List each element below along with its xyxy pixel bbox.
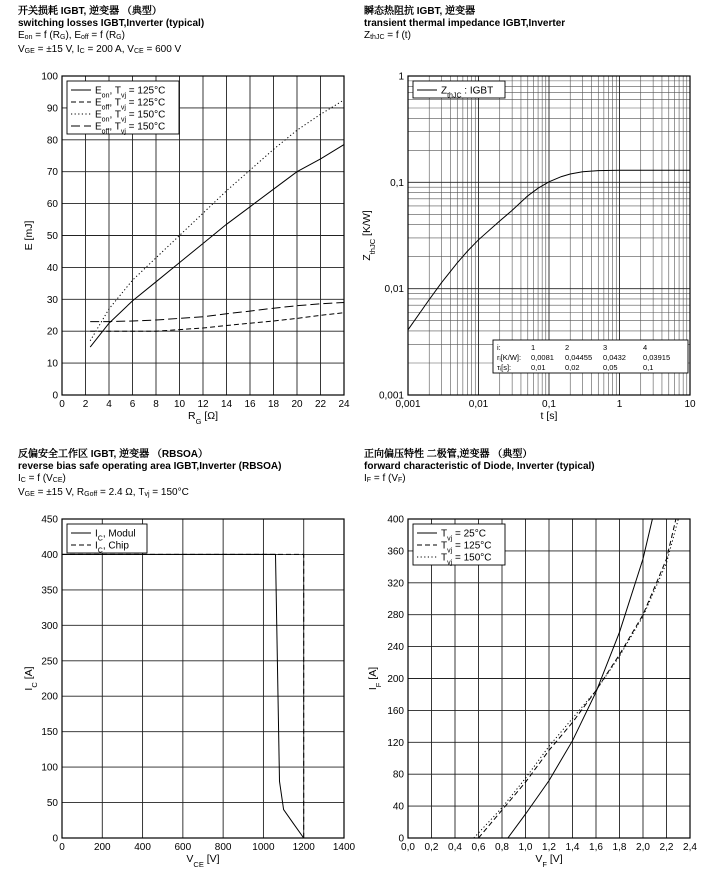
coefficient-cell: i: — [497, 343, 501, 352]
legend-label: $T_{vj} = 25^\circ C$ — [441, 528, 486, 542]
condition-line: IC = f (VCE) — [18, 473, 66, 484]
x-tick-label: 400 — [134, 842, 151, 853]
chart-title-en: forward characteristic of Diode, Inverter (typical) — [364, 461, 595, 472]
coefficient-cell: 0,01 — [531, 363, 546, 372]
x-tick-label: 0,1 — [542, 399, 556, 410]
x-axis-label: $V_{CE}$ [V] — [186, 853, 220, 869]
chart-title-en: transient thermal impedance IGBT,Inverter — [364, 18, 566, 29]
coefficient-cell: rᵢ[K/W]: — [497, 353, 522, 362]
x-tick-label: 0,001 — [395, 399, 421, 410]
y-tick-label: 0,001 — [378, 390, 404, 402]
y-tick-label: 80 — [392, 769, 404, 781]
x-tick-label: 6 — [129, 399, 136, 410]
x-tick-label: 600 — [174, 842, 192, 853]
x-tick-label: 1,6 — [589, 842, 603, 853]
legend-label: $E_{off}$, $T_{vj} = 150^\circ C$ — [95, 121, 166, 135]
x-tick-label: 0,6 — [471, 842, 486, 853]
y-tick-label: 350 — [41, 585, 58, 597]
y-tick-label: 0 — [52, 390, 58, 402]
coefficient-cell: 3 — [603, 343, 608, 352]
legend-label: $E_{on}$, $T_{vj} = 150^\circ C$ — [95, 109, 166, 123]
condition-line: ZthJC = f (t) — [364, 30, 411, 41]
y-tick-label: 30 — [46, 294, 58, 306]
x-tick-label: 4 — [106, 399, 112, 410]
coefficient-cell: 1 — [531, 343, 536, 352]
y-tick-label: 80 — [46, 135, 58, 147]
chart-title-cn: 瞬态热阻抗 IGBT, 逆变器 — [364, 6, 476, 17]
x-tick-label: 2,4 — [683, 842, 697, 853]
y-tick-label: 40 — [392, 801, 404, 813]
y-tick-label: 0,01 — [384, 284, 404, 296]
y-axis-label: E [mJ] — [23, 220, 35, 251]
y-tick-label: 60 — [46, 199, 58, 211]
chart-title-en: reverse bias safe operating area IGBT,Inverter (RBSOA) — [18, 461, 282, 472]
x-tick-label: 1,4 — [565, 842, 580, 853]
y-axis-label: $I_C$ [A] — [23, 666, 39, 691]
chart-title-cn: 开关损耗 IGBT, 逆变器 （典型） — [18, 6, 162, 17]
x-tick-label: 18 — [267, 399, 280, 410]
x-tick-label: 1 — [616, 399, 623, 410]
y-tick-label: 70 — [46, 167, 58, 179]
chart-title-en: switching losses IGBT,Inverter (typical) — [18, 18, 205, 29]
legend-label: $T_{vj} = 150^\circ C$ — [441, 552, 492, 566]
y-axis-label: $Z_{thJC}$ [K/W] — [361, 210, 377, 261]
x-tick-label: 20 — [291, 399, 303, 410]
legend-label: $T_{vj} = 125^\circ C$ — [441, 540, 492, 554]
x-tick-label: 1,8 — [612, 842, 627, 853]
coefficient-cell: 0,05 — [603, 363, 618, 372]
y-tick-label: 120 — [387, 737, 404, 749]
y-tick-label: 50 — [46, 231, 58, 242]
x-axis-label: t [s] — [540, 410, 558, 422]
x-tick-label: 14 — [220, 399, 233, 410]
x-tick-label: 0,4 — [448, 842, 462, 853]
coefficient-cell: 2 — [565, 343, 570, 352]
x-tick-label: 2,2 — [659, 842, 674, 853]
coefficient-cell: 0,0081 — [531, 353, 554, 362]
y-tick-label: 400 — [41, 549, 58, 561]
coefficient-cell: 0,1 — [643, 363, 654, 372]
x-tick-label: 10 — [173, 399, 186, 410]
y-tick-label: 10 — [46, 358, 58, 370]
x-tick-label: 0,8 — [495, 842, 509, 853]
y-tick-label: 360 — [387, 546, 404, 558]
y-tick-label: 0,1 — [390, 177, 404, 189]
x-tick-label: 0,01 — [468, 399, 489, 410]
y-axis-label: $I_F$ [A] — [367, 666, 383, 691]
y-tick-label: 20 — [46, 326, 58, 338]
y-tick-label: 1 — [398, 71, 404, 83]
condition-line: VGE = ±15 V, IC = 200 A, VCE = 600 V — [18, 44, 182, 55]
y-tick-label: 90 — [46, 103, 58, 115]
coefficient-cell: τᵢ[s]: — [497, 363, 512, 372]
y-tick-label: 280 — [387, 610, 404, 622]
y-tick-label: 0 — [398, 833, 404, 845]
x-tick-label: 800 — [214, 842, 232, 853]
x-tick-label: 1,0 — [518, 842, 533, 853]
y-tick-label: 40 — [46, 262, 58, 274]
coefficient-cell: 0,03915 — [643, 353, 671, 362]
x-tick-label: 1200 — [292, 842, 315, 853]
y-tick-label: 100 — [41, 762, 58, 774]
y-tick-label: 450 — [41, 514, 58, 526]
chart-title-cn: 反偏安全工作区 IGBT, 逆变器 （RBSOA） — [18, 449, 209, 460]
y-tick-label: 250 — [41, 656, 58, 668]
grid-lines — [408, 519, 690, 838]
y-tick-label: 50 — [46, 798, 58, 810]
coefficient-cell: 0,04455 — [565, 353, 593, 362]
x-tick-label: 1400 — [332, 842, 356, 853]
x-tick-label: 8 — [153, 399, 159, 410]
coefficient-cell: 4 — [643, 343, 648, 352]
y-tick-label: 0 — [52, 833, 58, 845]
y-tick-label: 160 — [387, 705, 404, 717]
coefficient-cell: 0,0432 — [603, 353, 626, 362]
x-tick-label: 16 — [244, 399, 256, 410]
y-tick-label: 200 — [387, 674, 404, 685]
x-tick-label: 0 — [59, 842, 65, 853]
x-tick-label: 1,2 — [542, 842, 556, 853]
condition-line: VGE = ±15 V, RGoff = 2.4 Ω, Tvj = 150°C — [18, 487, 189, 498]
x-tick-label: 1000 — [252, 842, 275, 853]
y-tick-label: 400 — [387, 514, 404, 526]
condition-line: IF = f (VF) — [364, 473, 406, 484]
y-tick-label: 300 — [41, 620, 58, 632]
legend — [413, 524, 505, 566]
x-tick-label: 22 — [314, 399, 327, 410]
x-tick-label: 0 — [59, 399, 65, 410]
y-tick-label: 200 — [41, 691, 58, 703]
x-tick-label: 200 — [93, 842, 111, 853]
x-tick-label: 12 — [197, 399, 209, 410]
legend-label: $I_C$, Modul — [95, 528, 136, 542]
chart-title-cn: 正向偏压特性 二极管,逆变器 （典型） — [364, 449, 533, 460]
y-tick-label: 100 — [41, 71, 58, 83]
legend-label: $Z_{thJC}$ : IGBT — [441, 85, 494, 99]
x-tick-label: 24 — [338, 399, 350, 410]
x-tick-label: 2 — [82, 399, 89, 410]
coefficient-cell: 0,02 — [565, 363, 580, 372]
x-tick-label: 10 — [684, 399, 696, 410]
legend-label: $E_{off}$, $T_{vj} = 125^\circ C$ — [95, 97, 166, 111]
y-tick-label: 150 — [41, 727, 58, 739]
x-tick-label: 0,2 — [424, 842, 439, 853]
y-tick-label: 240 — [387, 642, 404, 654]
legend-label: $I_C$, Chip — [95, 540, 129, 554]
condition-line: Eon = f (RG), Eoff = f (RG) — [18, 30, 125, 41]
x-tick-label: 0,0 — [401, 842, 415, 853]
x-tick-label: 2,0 — [636, 842, 650, 853]
legend-label: $E_{on}$, $T_{vj} = 125^\circ C$ — [95, 85, 166, 99]
x-axis-label: $V_F$ [V] — [535, 853, 563, 869]
y-tick-label: 320 — [387, 578, 404, 590]
x-axis-label: $R_G$ [Ω] — [187, 410, 219, 426]
